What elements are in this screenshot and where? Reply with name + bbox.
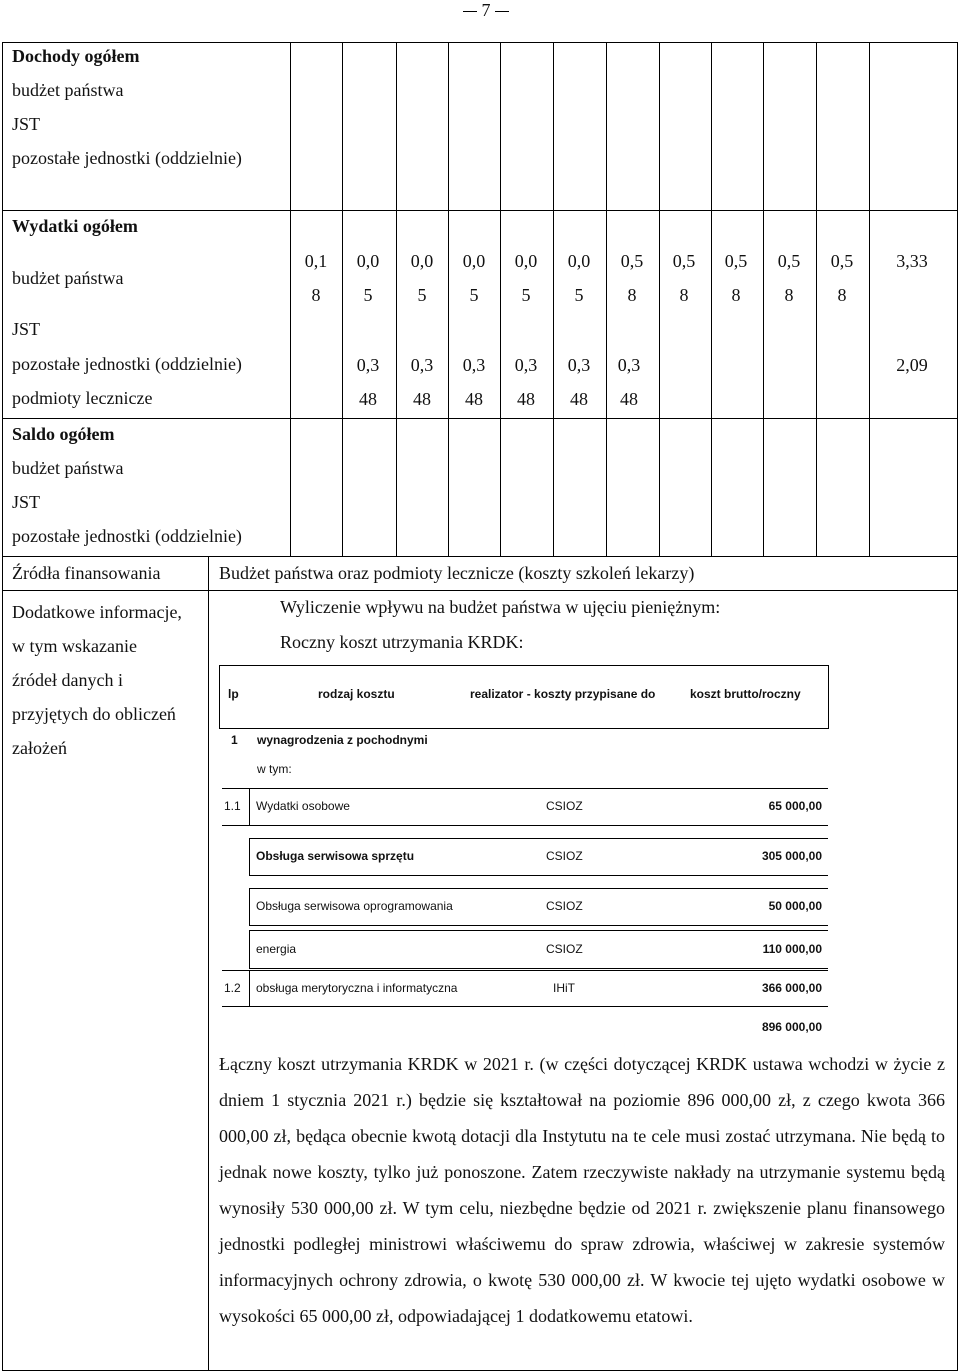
page-number: 7	[463, 0, 509, 21]
row-obsluga-oprogramowania-name: Obsługa serwisowa oprogramowania	[256, 899, 453, 913]
row-1-lp: 1	[231, 733, 238, 747]
value-cell: 0,0 5	[410, 251, 434, 305]
row-1-2-name: obsługa merytoryczna i informatyczna	[256, 981, 458, 995]
row-1-1-cost: 65 000,00	[768, 799, 822, 813]
label-dochody-budzet: budżet państwa	[12, 80, 124, 100]
label-wydatki-budzet: budżet państwa	[12, 268, 124, 288]
row-1-2-lp: 1.2	[224, 981, 241, 995]
row-energia-name: energia	[256, 942, 297, 956]
label-saldo-budzet: budżet państwa	[12, 458, 124, 478]
label-saldo-jst: JST	[12, 492, 41, 512]
header-lp: lp	[228, 687, 239, 701]
row-1-name: wynagrodzenia z pochodnymi	[257, 733, 428, 747]
w-tym-label: w tym:	[257, 762, 292, 776]
row-obsluga-sprzetu-name: Obsługa serwisowa sprzętu	[256, 849, 415, 863]
value-total: 3,33	[896, 251, 928, 271]
wyliczenie-text: Wyliczenie wpływu na budżet państwa w ujęciu pieniężnym:	[280, 597, 721, 617]
value-cell: 0,5 8	[724, 251, 748, 305]
label-saldo-pozostale: pozostałe jednostki (oddzielnie)	[12, 526, 242, 546]
value-cell: 0,0 5	[356, 251, 380, 305]
label-zrodla-finansowania: Źródła finansowania	[12, 563, 161, 583]
label-wydatki-podmioty: podmioty lecznicze	[12, 388, 153, 408]
zrodla-value: Budżet państwa oraz podmioty lecznicze (koszty szkoleń lekarzy)	[219, 563, 695, 583]
row-1-1-realizator: CSIOZ	[546, 799, 583, 813]
value-total: 2,09	[896, 355, 928, 375]
row-obsluga-oprogramowania-realizator: CSIOZ	[546, 899, 583, 913]
row-obsluga-sprzetu-realizator: CSIOZ	[546, 849, 583, 863]
header-koszt-brutto: koszt brutto/roczny	[690, 687, 801, 701]
header-rodzaj-kosztu: rodzaj kosztu	[318, 687, 395, 701]
value-cell: 0,1 8	[304, 251, 328, 305]
value-cell: 0,3 48	[462, 355, 486, 409]
value-cell: 0,0 5	[567, 251, 591, 305]
value-cell: 0,5 8	[777, 251, 801, 305]
label-wydatki-ogolem: Wydatki ogółem	[12, 216, 138, 236]
row-1-1-name: Wydatki osobowe	[256, 799, 350, 813]
row-1-2-realizator: IHiT	[553, 981, 575, 995]
row-energia-cost: 110 000,00	[762, 942, 822, 956]
label-wydatki-jst: JST	[12, 319, 41, 339]
cost-total: 896 000,00	[761, 1020, 822, 1034]
row-obsluga-oprogramowania-cost: 50 000,00	[768, 899, 822, 913]
value-cell: 0,0 5	[514, 251, 538, 305]
label-dochody-jst: JST	[12, 114, 41, 134]
value-cell: 0,5 8	[672, 251, 696, 305]
value-cell: 0,5 8	[830, 251, 854, 305]
label-wydatki-pozostale: pozostałe jednostki (oddzielnie)	[12, 354, 242, 374]
row-energia-realizator: CSIOZ	[546, 942, 583, 956]
label-saldo-ogolem: Saldo ogółem	[12, 424, 115, 444]
value-cell: 0,3 48	[514, 355, 538, 409]
value-cell: 0,3 48	[410, 355, 434, 409]
value-cell: 0,0 5	[462, 251, 486, 305]
value-cell: 0,5 8	[620, 251, 644, 305]
value-cell: 0,3 48	[617, 355, 641, 409]
row-1-2-cost: 366 000,00	[761, 981, 822, 995]
value-cell: 0,3 48	[567, 355, 591, 409]
roczny-koszt-heading: Roczny koszt utrzymania KRDK:	[280, 632, 524, 652]
value-cell: 0,3 48	[356, 355, 380, 409]
label-dochody-ogolem: Dochody ogółem	[12, 46, 140, 66]
row-obsluga-sprzetu-cost: 305 000,00	[761, 849, 822, 863]
row-1-1-lp: 1.1	[224, 799, 241, 813]
label-dodatkowe-informacje: Dodatkowe informacje, w tym wskazanie źródeł danych i przyjętych do obliczeń założeń	[12, 602, 182, 758]
summary-paragraph: Łączny koszt utrzymania KRDK w 2021 r. (w części dotyczącej KRDK ustawa wchodzi w życie z dniem 1 stycznia 2021 r.) będzie się kształtował na poziomie 896 000,00 zł, z czego kwota 366 000,00 zł, będąca obecnie kwotą dotacji dla Instytutu na te cele musi zostać utrzymana. Nie będą to jednak nowe koszty, tylko już ponoszone. Zatem rzeczywiste nakłady na utrzymanie systemu będą wynosiły 530 000,00 zł. W tym celu, niezbędne będzie od 2021 r. zwiększenie planu finansowego jednostki podległej ministrowi właściwemu do spraw zdrowia, właściwej w zakresie systemów informacyjnych ochrony zdrowia, o kwotę 530 000,00 zł. W kwocie tej ujęto wydatki osobowe w wysokości 65 000,00 zł, odpowiadającej 1 dodatkowemu etatowi.	[219, 1054, 945, 1326]
header-realizator: realizator - koszty przypisane do	[470, 687, 656, 701]
label-dochody-pozostale: pozostałe jednostki (oddzielnie)	[12, 148, 242, 168]
